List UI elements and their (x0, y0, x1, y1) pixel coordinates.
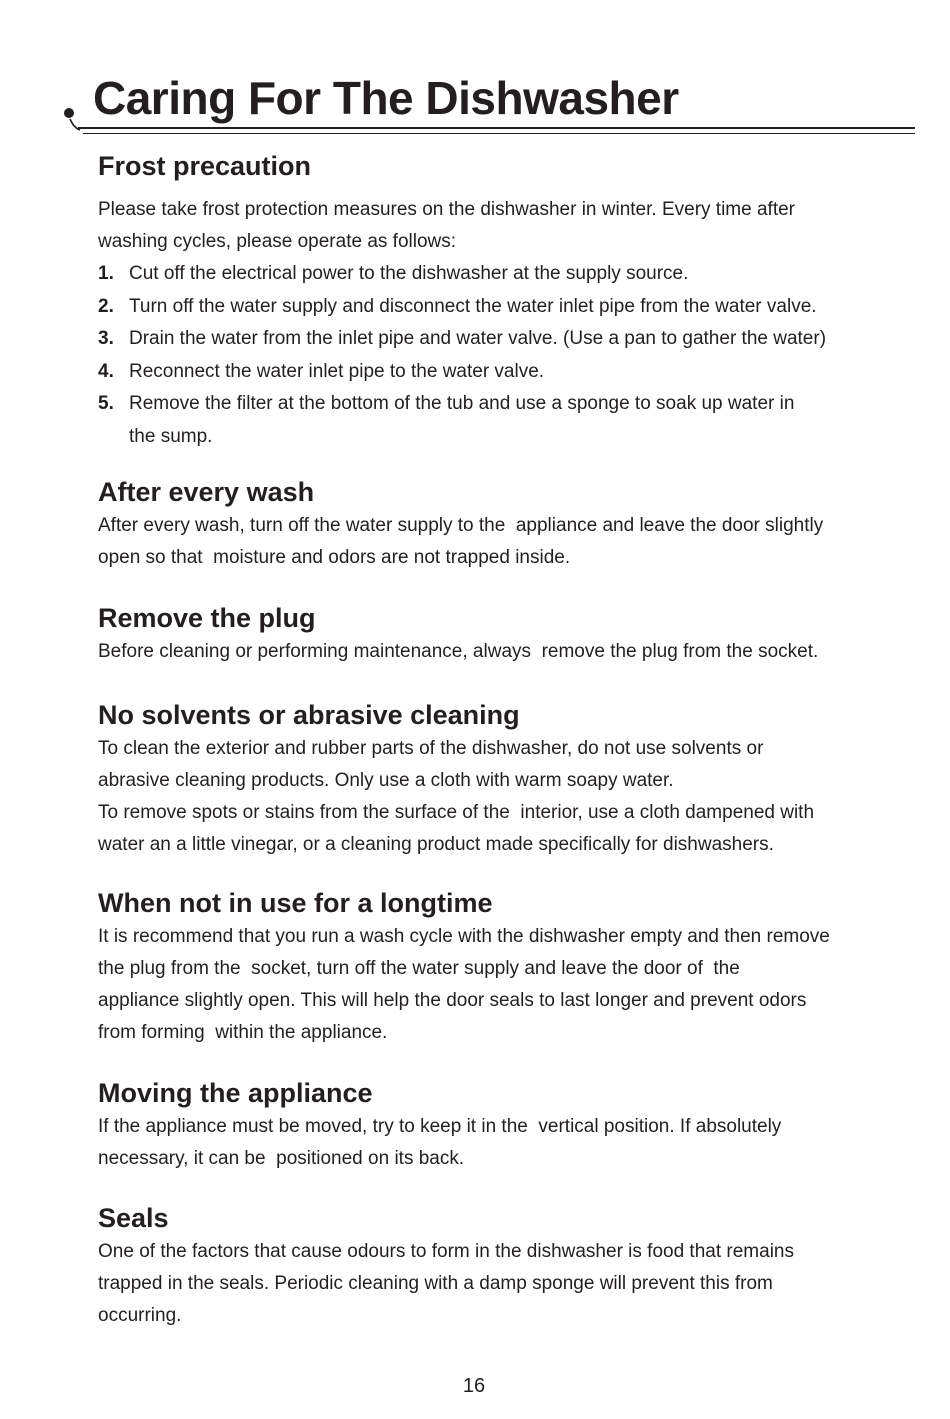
section-after-every-wash (98, 474, 933, 574)
step-text: Drain the water from the inlet pipe and water valve. (Use a pan to gather the water) (129, 328, 827, 349)
page-title: Caring For The Dishwasher (93, 72, 679, 124)
section-text-line: the plug from the socket, turn off the water supply and leave the door of the (98, 958, 740, 979)
section-heading: When not in use for a longtime (98, 888, 493, 918)
section-text-line: To remove spots or stains from the surface of the interior, use a cloth dampened with (98, 802, 815, 823)
title-hook-icon (0, 0, 100, 140)
section-heading: Seals (98, 1203, 169, 1233)
step-text: Cut off the electrical power to the dishwasher at the supply source. (129, 263, 689, 284)
section-no-solvents (98, 697, 933, 861)
section-heading: Moving the appliance (98, 1078, 373, 1108)
section-text-line: Please take frost protection measures on the dishwasher in winter. Every time after (98, 199, 795, 220)
list-item (98, 258, 933, 291)
title-rule-thin (83, 133, 915, 134)
section-text-line: abrasive cleaning products. Only use a cloth with warm soapy water. (98, 770, 674, 791)
step-number: 1. (98, 263, 114, 284)
section-text-line: trapped in the seals. Periodic cleaning with a damp sponge will prevent this from (98, 1273, 773, 1294)
step-number: 3. (98, 328, 114, 349)
step-number: 5. (98, 393, 114, 414)
section-seals (98, 1200, 933, 1332)
section-text-line: One of the factors that cause odours to form in the dishwasher is food that remains (98, 1241, 794, 1262)
step-text: Turn off the water supply and disconnect the water inlet pipe from the water valve. (129, 295, 817, 317)
section-text-line: necessary, it can be positioned on its back. (98, 1148, 465, 1169)
list-item (98, 356, 933, 389)
page-header (0, 0, 950, 140)
section-heading: After every wash (98, 477, 315, 507)
section-text-line: appliance slightly open. This will help the door seals to last longer and prevent odors (98, 990, 807, 1011)
step-text: Remove the filter at the bottom of the tub and use a sponge to soak up water in (129, 393, 795, 414)
section-frost-precaution (98, 148, 933, 453)
section-remove-the-plug (98, 600, 933, 668)
section-text-line: washing cycles, please operate as follows: (98, 231, 457, 252)
section-heading: No solvents or abrasive cleaning (98, 700, 520, 730)
page-number: 16 (462, 1375, 486, 1397)
section-text-line: occurring. (98, 1305, 182, 1326)
list-item (98, 291, 933, 324)
section-text-line: If the appliance must be moved, try to keep it in the vertical position. If absolutely (98, 1116, 782, 1137)
title-rule-thick (78, 127, 915, 129)
section-heading: Remove the plug (98, 603, 316, 633)
section-text-line: Before cleaning or performing maintenance, always remove the plug from the socket. (98, 641, 819, 662)
section-text-line: After every wash, turn off the water supply to the appliance and leave the door slightly (98, 515, 824, 536)
step-number: 4. (98, 360, 114, 382)
step-text: Reconnect the water inlet pipe to the water valve. (129, 360, 545, 382)
section-text-line: It is recommend that you run a wash cycle with the dishwasher empty and then remove (98, 926, 830, 947)
section-heading: Frost precaution (98, 151, 312, 181)
step-text-continued: the sump. (129, 425, 213, 447)
section-text-line: from forming within the appliance. (98, 1022, 388, 1043)
list-item (98, 388, 933, 453)
step-number: 2. (98, 295, 114, 317)
section-text-line: open so that moisture and odors are not trapped inside. (98, 547, 571, 568)
section-not-in-use (98, 885, 933, 1049)
section-text-line: To clean the exterior and rubber parts of the dishwasher, do not use solvents or (98, 738, 764, 759)
section-moving-appliance (98, 1075, 933, 1175)
frost-steps-list (98, 258, 933, 453)
section-text-line: water an a little vinegar, or a cleaning product made specifically for dishwashers. (98, 834, 774, 855)
list-item (98, 323, 933, 356)
